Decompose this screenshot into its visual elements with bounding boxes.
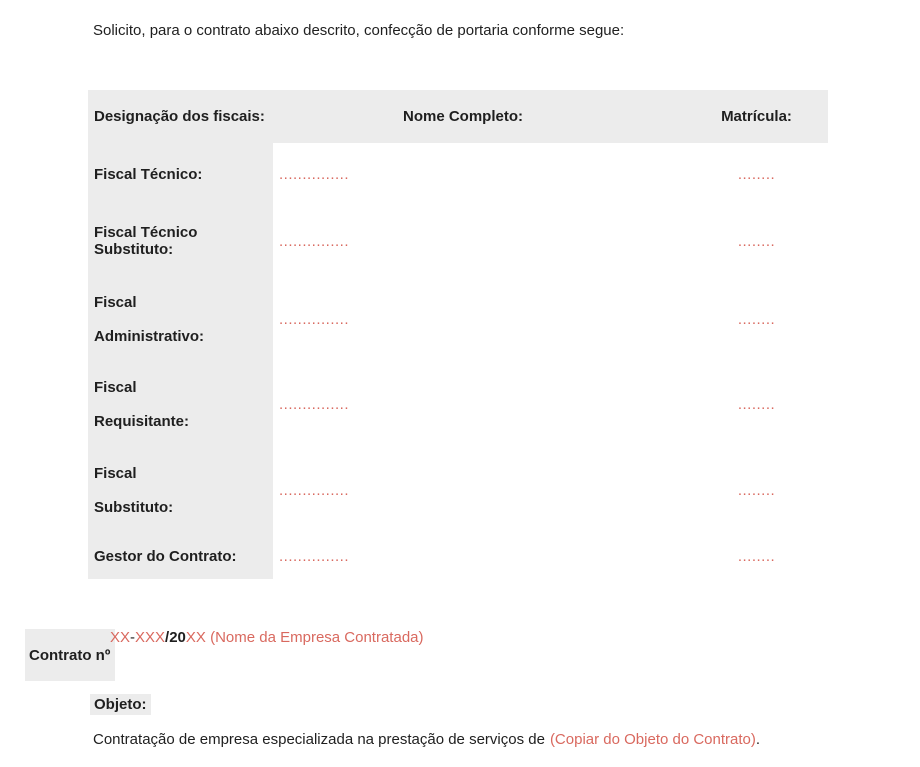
fiscal-label: Fiscal Requisitante: (88, 361, 273, 447)
objeto-paragraph (93, 731, 873, 748)
intro-paragraph: Solicito, para o contrato abaixo descrito, confecção de portaria conforme segue: (93, 22, 625, 39)
contract-number-year-prefix: /20 (165, 629, 186, 646)
fiscal-label: Fiscal Administrativo: (88, 277, 273, 361)
contract-label: Contrato nº (29, 646, 111, 664)
nome-placeholder[interactable]: ............... (279, 310, 350, 328)
table-row (88, 205, 828, 277)
header-designacao: Designação dos fiscais: (94, 108, 265, 125)
table-row (88, 447, 828, 533)
matricula-placeholder[interactable]: ........ (737, 547, 776, 565)
matricula-placeholder[interactable]: ........ (737, 165, 776, 183)
contract-number-xxx: XXX (135, 629, 166, 646)
contract-number-xx: XX (110, 629, 131, 646)
table-row (88, 143, 828, 205)
table-header-row (88, 90, 828, 143)
objeto-placeholder[interactable]: (Copiar do Objeto do Contrato) (549, 731, 756, 748)
contract-label-cell (25, 629, 115, 681)
fiscal-label: Fiscal Técnico: (88, 143, 273, 205)
nome-placeholder[interactable]: ............... (279, 481, 350, 499)
fiscals-table (88, 90, 828, 579)
matricula-placeholder[interactable]: ........ (737, 232, 776, 250)
contract-number-placeholder[interactable] (110, 629, 424, 646)
company-name-placeholder: (Nome da Empresa Contratada) (205, 629, 424, 646)
table-row (88, 361, 828, 447)
nome-placeholder[interactable]: ............... (279, 232, 350, 250)
fiscal-label: Fiscal Técnico Substituto: (88, 205, 273, 277)
contract-number-dash: - (130, 629, 136, 646)
fiscal-label: Fiscal Substituto: (88, 447, 273, 533)
contract-number-year-xx: XX (185, 629, 206, 646)
nome-placeholder[interactable]: ............... (279, 547, 350, 565)
matricula-placeholder[interactable]: ........ (737, 310, 776, 328)
nome-placeholder[interactable]: ............... (279, 165, 350, 183)
objeto-label: Objeto: (90, 694, 151, 715)
nome-placeholder[interactable]: ............... (279, 395, 350, 413)
table-row (88, 533, 828, 579)
objeto-period: . (755, 731, 761, 748)
fiscal-label: Gestor do Contrato: (88, 533, 273, 579)
objeto-body-text: Contratação de empresa especializada na prestação de serviços de (93, 731, 545, 748)
table-row (88, 277, 828, 361)
matricula-placeholder[interactable]: ........ (737, 481, 776, 499)
matricula-placeholder[interactable]: ........ (737, 395, 776, 413)
header-matricula: Matrícula: (721, 108, 792, 125)
header-nome-completo: Nome Completo: (403, 108, 523, 125)
